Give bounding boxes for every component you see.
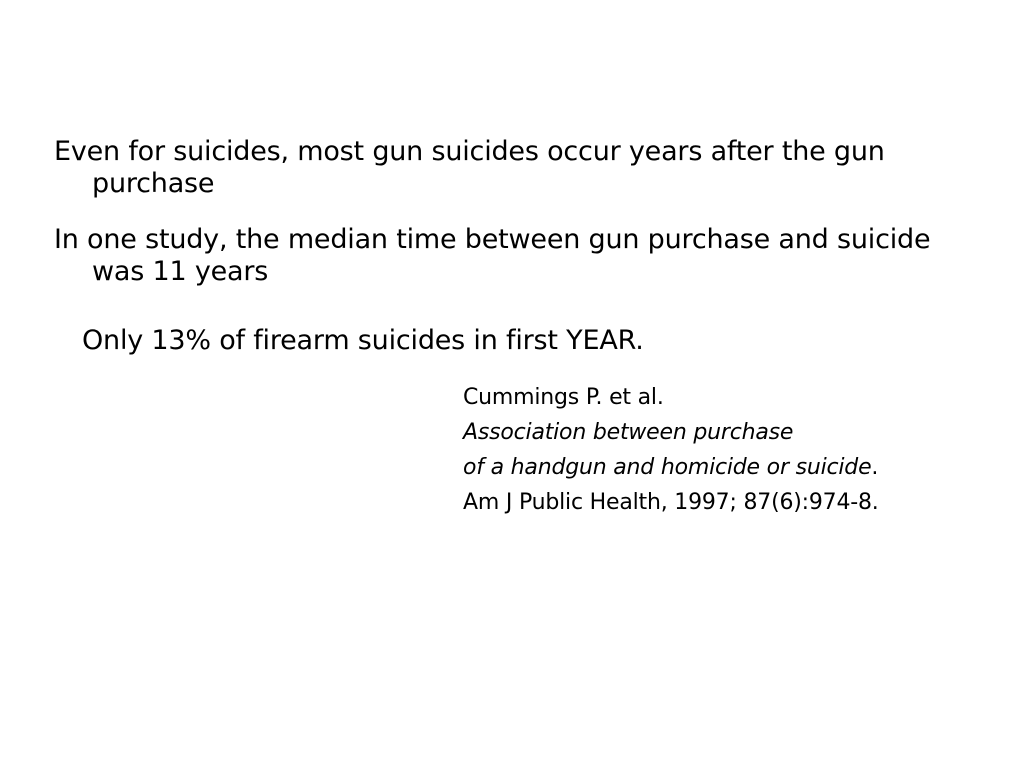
citation-authors: Cummings P. et al. bbox=[463, 385, 664, 410]
citation-journal: Am J Public Health, 1997; 87(6):974-8. bbox=[463, 490, 879, 515]
citation bbox=[463, 380, 1003, 520]
citation-title-line2-row bbox=[463, 450, 1003, 485]
citation-title-end: . bbox=[871, 455, 879, 480]
bullet-list bbox=[54, 136, 954, 312]
bullet-purchase-timing: Even for suicides, most gun suicides occur years after the gun purchase bbox=[54, 136, 885, 199]
citation-title-line2: of a handgun and homicide or suicide bbox=[463, 455, 872, 480]
citation-title-line1: Association between purchase bbox=[463, 420, 794, 445]
highlight-statement: Only 13% of firearm suicides in first YEAR. bbox=[82, 325, 644, 356]
bullet-median-time: In one study, the median time between gun purchase and suicide was 11 years bbox=[54, 224, 931, 287]
